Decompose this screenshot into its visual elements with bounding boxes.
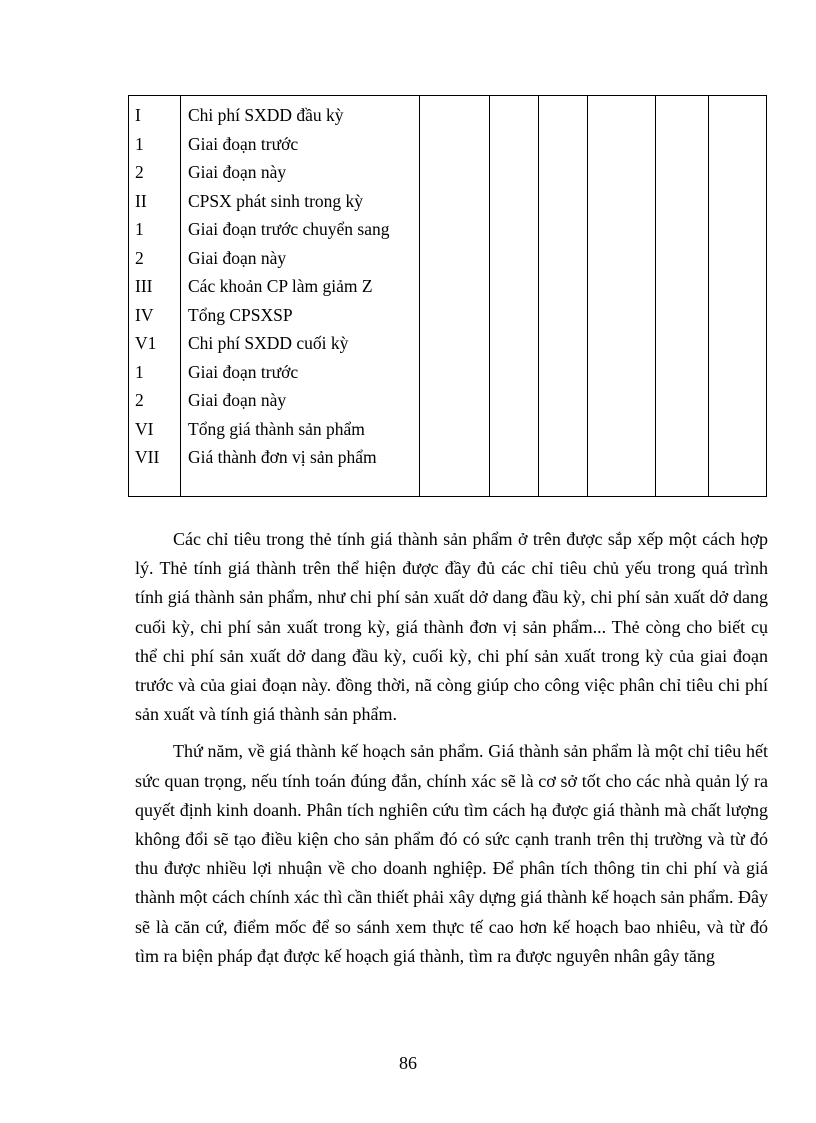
row-index: 1 <box>135 361 144 382</box>
row-label: Giai đoạn trước <box>188 133 299 154</box>
row-index: 2 <box>135 390 144 410</box>
row-index: V1 <box>135 333 157 353</box>
row-label: Giai đoạn này <box>188 162 287 182</box>
empty-column-3 <box>539 96 588 497</box>
row-label: Các khoản CP làm giảm Z <box>188 276 373 296</box>
empty-column-6 <box>709 96 767 497</box>
row-index: 1 <box>135 219 144 239</box>
row-index: 2 <box>135 247 144 268</box>
row-index: I <box>135 105 141 125</box>
row-index: VII <box>135 447 160 467</box>
row-label: Chi phí SXDD cuối kỳ <box>188 333 349 353</box>
row-index: IV <box>135 304 154 325</box>
row-label: Tổng giá thành sản phẩm <box>188 418 365 439</box>
row-index: VI <box>135 418 154 439</box>
empty-column-2 <box>490 96 539 497</box>
row-index: 2 <box>135 162 144 182</box>
page-number: 86 <box>399 1053 417 1073</box>
row-index: II <box>135 190 147 211</box>
row-label: Giai đoạn trước chuyển sang <box>188 219 390 239</box>
empty-column-4 <box>588 96 656 497</box>
cost-table <box>128 95 767 497</box>
row-label: Giai đoạn này <box>188 390 287 410</box>
row-index: 1 <box>135 133 144 154</box>
row-label: Giá thành đơn vị sản phẩm <box>188 447 377 467</box>
row-index: III <box>135 276 153 296</box>
empty-column-1 <box>420 96 490 497</box>
row-label: CPSX phát sinh trong kỳ <box>188 190 364 211</box>
row-label: Giai đoạn này <box>188 247 287 268</box>
row-label: Tổng CPSXSP <box>188 304 293 325</box>
row-label: Giai đoạn trước <box>188 361 299 382</box>
paragraph-2: Thứ năm, về giá thành kế hoạch sản phẩm. Giá thành sản phẩm là một chỉ tiêu hết sức quan trọng, nếu tính toán đúng đắn, chính xác sẽ là cơ sở tốt cho các nhà quản lý ra quyết định kinh doanh. Phân tích nghiên cứu tìm cách hạ được giá thành mà chất lượng không đổi sẽ tạo điều kiện cho sản phẩm đó có sức cạnh tranh trên thị trường và từ đó thu được nhiều lợi nhuận về cho doanh nghiệp. Để phân tích thông tin chi phí và giá thành một cách chính xác thì cần thiết phải xây dựng giá thành kế hoạch sản phẩm. Đây sẽ là căn cứ, điểm mốc để so sánh xem thực tế cao hơn kế hoạch bao nhiêu, và từ đó tìm ra biện pháp đạt được kế hoạch giá thành, tìm ra được nguyên nhân gây tăng <box>135 741 768 966</box>
label-column <box>181 96 420 497</box>
body-text <box>135 525 768 971</box>
paragraph-1: Các chỉ tiêu trong thẻ tính giá thành sản phẩm ở trên được sắp xếp một cách hợp lý. Thẻ tính giá thành trên thể hiện được đầy đủ các chỉ tiêu chủ yếu trong quá trình tính giá thành sản phẩm, như chi phí sản xuất dở dang đầu kỳ, chi phí sản xuất dở dang cuối kỳ, chi phí sản xuất trong kỳ, giá thành đơn vị sản phẩm... Thẻ còng cho biết cụ thể chi phí sản xuất dở dang đầu kỳ, cuối kỳ, chi phí sản xuất trong kỳ của giai đoạn trước và của giai đoạn này. đồng thời, nã còng giúp cho công việc phân chỉ tiêu chi phí sản xuất và tính giá thành sản phẩm. <box>135 529 768 725</box>
table-row <box>129 96 767 497</box>
index-column <box>129 96 181 497</box>
empty-column-5 <box>656 96 709 497</box>
row-label: Chi phí SXDD đầu kỳ <box>188 105 344 125</box>
